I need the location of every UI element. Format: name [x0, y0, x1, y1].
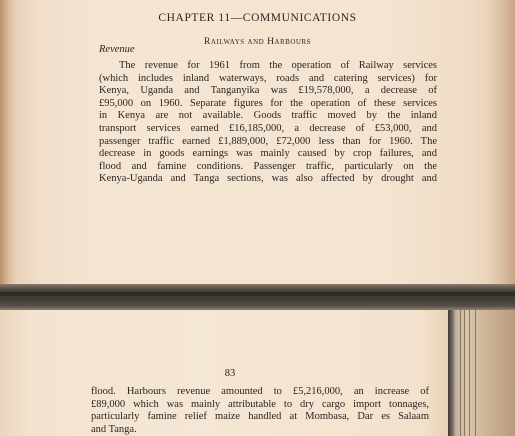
paragraph-line: transport services earned £16,185,000, a decrease of £53,000, and: [99, 122, 437, 134]
page-number: 83: [224, 368, 236, 379]
section-heading: Railways and Harbours: [203, 37, 311, 47]
chapter-heading: CHAPTER 11—COMMUNICATIONS: [158, 12, 357, 24]
paragraph-line: flood. Harbours revenue amounted to £5,216,000, an increase of: [91, 386, 429, 397]
paragraph-line: flood and famine conditions. Passenger traffic, particularly on the: [99, 160, 437, 172]
paragraph-line: Kenya-Uganda and Tanga sections, was also affected by drought and: [99, 173, 437, 185]
paragraph-line: (which includes inland waterways, roads and catering services) for: [99, 72, 437, 84]
scan-gap: [0, 284, 515, 310]
revenue-subheading: Revenue: [99, 44, 135, 55]
paragraph-line: The revenue for 1961 from the operation of Railway services: [119, 60, 437, 71]
scan-divider: [0, 292, 515, 296]
paragraph-line: and Tanga.: [91, 423, 137, 435]
revenue-paragraph: [99, 60, 437, 186]
paragraph-line: £89,000 which was mainly attributable to dry cargo import tonnages,: [91, 398, 429, 410]
paragraph-line: decrease in goods earnings was mainly caused by crop failures, and: [99, 148, 437, 160]
paragraph-line: passenger traffic earned £1,889,000, £72,000 less than for 1960. The: [99, 135, 437, 147]
paragraph-line: particularly famine relief maize handled at Mombasa, Dar es Salaam: [91, 411, 429, 423]
paragraph-line: Kenya, Uganda and Tanganyika was £19,578,000, a decrease of: [99, 85, 437, 97]
continued-paragraph: [91, 386, 429, 436]
paragraph-line: in Kenya are not available. Goods traffic moved by the inland: [99, 110, 437, 122]
paragraph-line: £95,000 on 1960. Separate figures for the operation of these services: [99, 97, 437, 109]
